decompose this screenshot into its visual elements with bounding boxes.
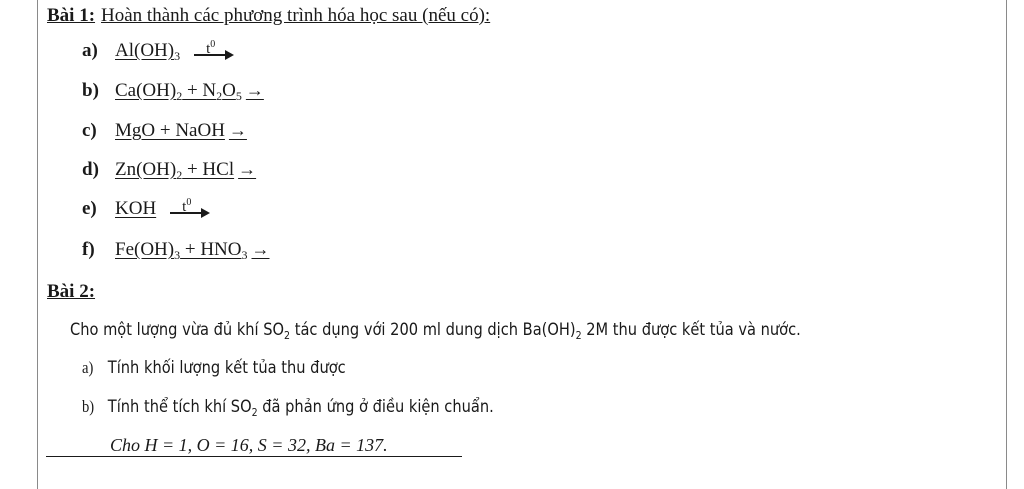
- given-atomic-masses: Cho H = 1, O = 16, S = 32, Ba = 137.: [46, 434, 462, 457]
- question-b: [82, 396, 494, 418]
- exercise-1-heading: Bài 1:: [47, 5, 96, 26]
- question-text: Tính thể tích khí SO: [107, 397, 252, 417]
- reaction-arrow-icon: →: [245, 80, 264, 100]
- problem-text-1: Cho một lượng vừa đủ khí SO: [70, 320, 285, 340]
- equation-item: [82, 198, 210, 220]
- exercise-2-problem: [70, 319, 801, 341]
- equation-label: a): [82, 40, 98, 61]
- equation-reactants: $Fe(OH)_3 + HNO_3$ →: [115, 239, 270, 262]
- equation-item: [82, 158, 256, 181]
- question-a: [82, 357, 346, 379]
- problem-text-3: 2M thu được kết tủa và nước.: [581, 320, 801, 340]
- equation-label: f): [82, 239, 95, 260]
- equation-label: d): [82, 159, 99, 180]
- heat-arrow-icon: $t^0$: [194, 40, 234, 62]
- reaction-arrow-icon: →: [238, 159, 257, 179]
- question-text-rest: đã phản ứng ở điều kiện chuẩn.: [257, 397, 494, 417]
- question-sub: 2: [251, 406, 258, 419]
- equation-reactants: $Ca(OH)_2 + N_2O_5$ →: [115, 80, 264, 103]
- equation-reactants: $Zn(OH)_2$ + HCl →: [115, 159, 257, 182]
- equation-label: b): [82, 80, 99, 101]
- heat-arrow-icon: $t^0$: [170, 198, 210, 220]
- problem-text-2: tác dụng với 200 ml dung dịch Ba(OH): [290, 320, 576, 340]
- question-label: b): [82, 397, 95, 416]
- equation-item: [82, 238, 270, 261]
- equation-label: e): [82, 198, 97, 219]
- question-label: a): [82, 358, 94, 377]
- exercise-2-heading: Bài 2:: [47, 281, 96, 302]
- equation-item: [82, 119, 247, 142]
- reaction-arrow-icon: →: [251, 239, 270, 259]
- equation-reactants: MgO + NaOH →: [115, 120, 247, 141]
- equation-reactants: KOH: [115, 198, 157, 219]
- equation-reactants: $Al(OH)_3$: [115, 40, 181, 63]
- equation-label: c): [82, 120, 97, 141]
- problem-sub-2: 2: [575, 329, 582, 342]
- problem-sub-1: 2: [284, 329, 291, 342]
- equation-item: [82, 40, 234, 62]
- question-text: Tính khối lượng kết tủa thu được: [107, 358, 346, 378]
- exercise-1-instruction: Hoàn thành các phương trình hóa học sau (nếu có):: [101, 5, 491, 26]
- reaction-arrow-icon: →: [228, 120, 247, 140]
- exercise-1-title: [47, 5, 490, 27]
- equation-item: [82, 79, 264, 102]
